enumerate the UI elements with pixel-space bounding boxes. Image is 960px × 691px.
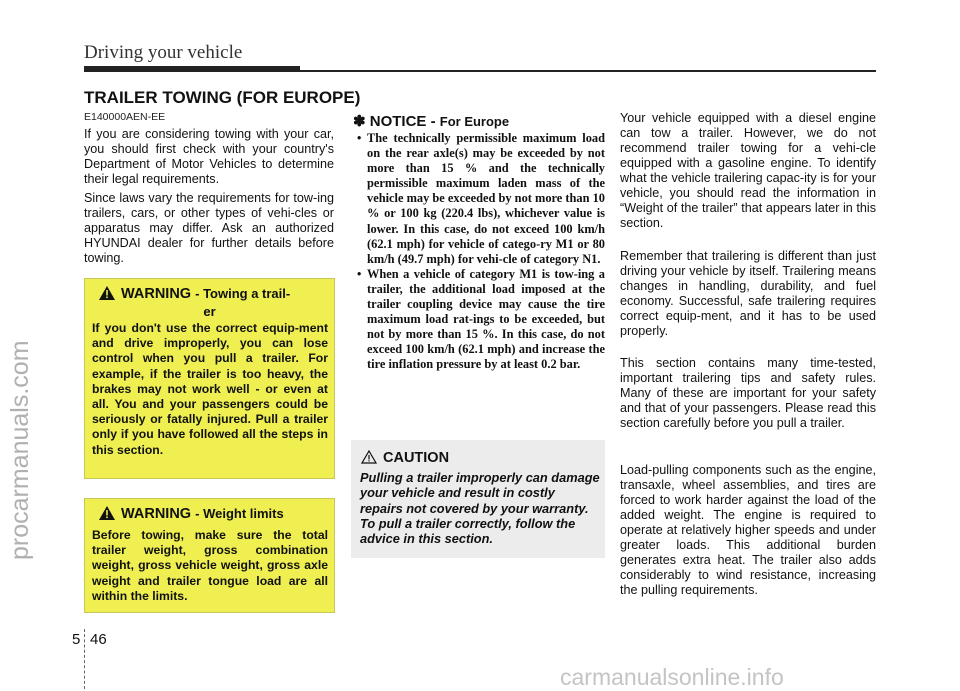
header-bar (84, 66, 300, 72)
bullet-icon: • (357, 131, 362, 145)
watermark-bottom: carmanualsonline.info (560, 664, 784, 690)
caution-heading (361, 450, 449, 466)
header-rule (300, 70, 876, 72)
warning-label: WARNING (121, 506, 192, 522)
warning-box-weight (84, 498, 335, 613)
warning-box-towing (84, 278, 335, 479)
caution-body: Pulling a trailer improperly can damage your vehicle and result in costly repairs not covered by your warranty. To pull a trailer correctly, follow the advice in this section. (360, 470, 600, 547)
page-divider (84, 629, 86, 689)
notice-item (353, 267, 605, 373)
section-code: E140000AEN-EE (84, 111, 166, 123)
caution-triangle-icon (361, 450, 377, 464)
notice-heading (353, 112, 509, 130)
notice-item-text: When a vehicle of category M1 is tow-ing a trailer, the additional load imposed at the trailer coupling device may cause the tire maximum load rat-ings to be exceeded, but not by more than 15 %. In this case, do not exceed 100 km/h (62.1 mph) and increase the tire inflation pressure by at least 0.2 bar. (367, 266, 605, 372)
right-paragraph-2: Remember that trailering is different than just driving your vehicle by itself. Trailering means changes in handling, durability, and fuel economy. Successful, safe trailering requires correct equip-ment, and it has to be used properly. (620, 249, 876, 338)
warning-body: If you don't use the correct equip-ment and drive improperly, you can lose control when you pull a trailer. For example, if the trailer is too heavy, the brakes may not work well - or even at all. You and your passengers could be seriously or fatally injured. Pull a trailer only if you have followed all the steps in this section. (92, 321, 328, 457)
warning-label: WARNING (121, 286, 192, 302)
caution-box (351, 440, 605, 558)
right-paragraph-4: Load-pulling components such as the engine, transaxle, wheel assemblies, and tires are forced to work harder against the load of the added weight. The engine is required to operate at relatively higher speeds and under greater loads. This additional burden generates extra heat. The trailer also adds considerably to wind resistance, increasing the pulling requirements. (620, 463, 876, 597)
warning-body: Before towing, make sure the total trailer weight, gross combination weight, gross vehicle weight, gross axle weight and trailer tongue load are all within the limits. (92, 528, 328, 603)
section-title: TRAILER TOWING (FOR EUROPE) (84, 88, 361, 107)
warning-heading (99, 286, 290, 302)
chapter-number: 5 (72, 631, 81, 648)
warning-heading (99, 506, 284, 522)
warning-triangle-icon (99, 286, 115, 300)
notice-symbol-icon: ✽ (353, 113, 366, 130)
warning-subtitle: - Towing a trail- (195, 286, 291, 301)
warning-subtitle-cont: er (203, 304, 216, 319)
left-paragraph-2: Since laws vary the requirements for tow-ing trailers, cars, or other types of vehi-cles or apparatus may differ. Ask an authorized HYUNDAI dealer for further details before towing. (84, 191, 334, 265)
warning-triangle-icon (99, 506, 115, 520)
page-number: 46 (90, 631, 107, 648)
page-header-title: Driving your vehicle (84, 42, 243, 63)
caution-label: CAUTION (383, 450, 450, 466)
warning-subtitle: - Weight limits (195, 506, 284, 521)
notice-item (353, 131, 605, 267)
notice-label: NOTICE - (369, 113, 436, 130)
right-paragraph-3: This section contains many time-tested, important trailering tips and safety rules. Many of these are important for your safety and that of your passengers. Please read this section carefully before you pull a trailer. (620, 356, 876, 430)
notice-list (353, 131, 605, 373)
watermark-left: procarmanuals.com (6, 340, 34, 560)
notice-item-text: The technically permissible maximum load on the rear axle(s) may be exceeded by not more than 15 % and the technically permissible maximum laden mass of the vehicle may be exceeded by not more than 10 % or 100 kg (220.4 lbs), whichever value is lower. In this case, do not exceed 100 km/h (62.1 mph) for vehicle of catego-ry M1 or 80 km/h (49.7 mph) for vehi-cle of category N1. (367, 131, 605, 266)
right-paragraph-1: Your vehicle equipped with a diesel engine can tow a trailer. However, we do not recommend trailer towing for a vehi-cle equipped with a gasoline engine. To identify what the vehicle trailering capac-ity is for your vehicle, you should read the information in “Weight of the trailer” that appears later in this section. (620, 111, 876, 230)
bullet-icon: • (357, 266, 362, 281)
left-paragraph-1: If you are considering towing with your car, you should first check with your country's Department of Motor Vehicles to determine their legal requirements. (84, 127, 334, 186)
notice-subtitle: For Europe (439, 114, 510, 129)
